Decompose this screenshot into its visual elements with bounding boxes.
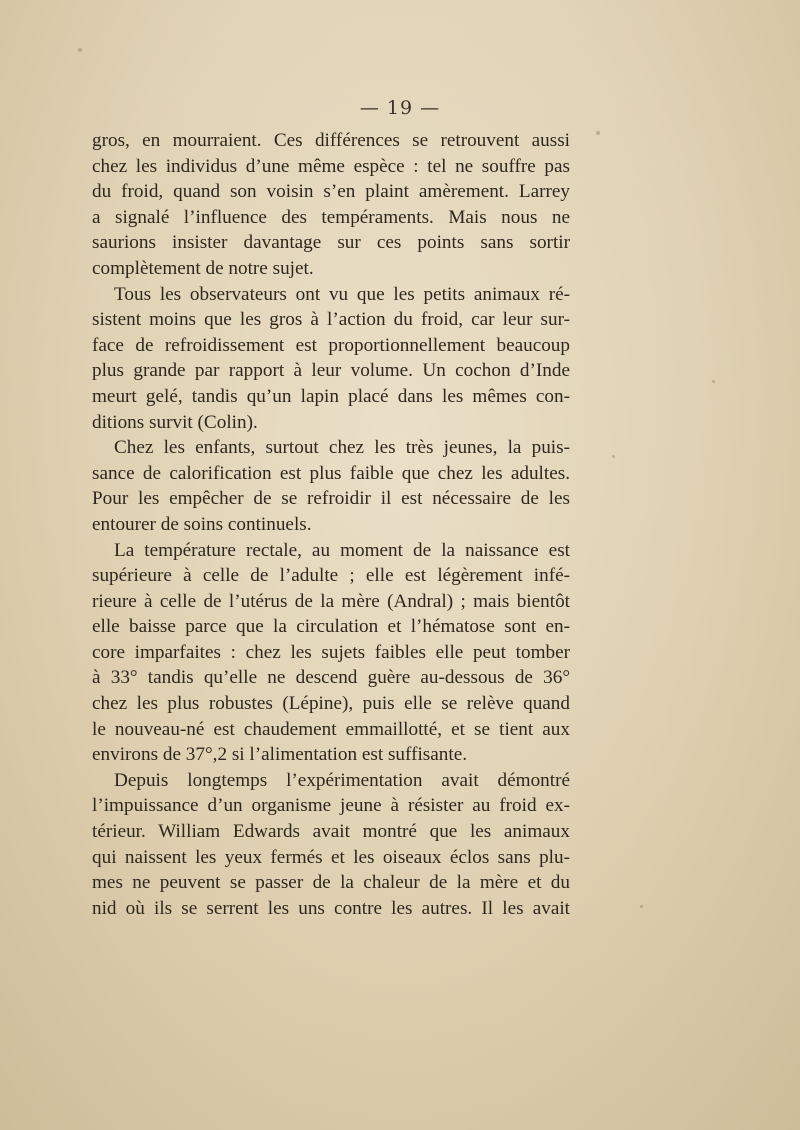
body-text [92,128,570,921]
text-line: le nouveau-né est chaudement emmaillotté, et se tient aux [92,718,570,740]
text-line: elle baisse parce que la circulation et l’hématose sont en- [92,616,570,638]
paper-speck [78,48,82,52]
page-number: — 19 — [359,97,441,119]
text-line: La température rectale, au moment de la naissance est [114,539,570,561]
text-line: Chez les enfants, surtout chez les très jeunes, la puis- [114,437,570,459]
text-line: térieur. William Edwards avait montré que les animaux [92,821,570,843]
paper-speck [712,380,715,383]
text-line: meurt gelé, tandis qu’un lapin placé dans les mêmes con- [92,385,570,407]
text-line: Depuis longtemps l’expérimentation avait démontré [114,769,570,791]
paper-speck [596,131,600,135]
text-line: ditions survit (Colin). [92,411,258,433]
text-line: rieure à celle de l’utérus de la mère (Andral) ; mais bientôt [92,590,570,612]
text-line: chez les individus d’une même espèce : tel ne souffre pas [92,155,570,177]
text-line: qui naissent les yeux fermés et les oiseaux éclos sans plu- [92,846,570,868]
text-line: l’impuissance d’un organisme jeune à résister au froid ex- [92,795,570,817]
text-line: a signalé l’influence des tempéraments. Mais nous ne [92,206,570,228]
text-line: à 33° tandis qu’elle ne descend guère au-dessous de 36° [92,667,570,689]
paper-speck [640,905,643,908]
text-line: chez les plus robustes (Lépine), puis elle se relève quand [92,693,570,715]
text-line: face de refroidissement est proportionnellement beaucoup [92,334,570,356]
text-line: supérieure à celle de l’adulte ; elle est légèrement infé- [92,565,570,587]
text-line: Pour les empêcher de se refroidir il est nécessaire de les [92,488,570,510]
text-line: Tous les observateurs ont vu que les petits animaux ré- [114,283,570,305]
text-line: entourer de soins continuels. [92,513,312,535]
text-line: core imparfaites : chez les sujets faibles elle peut tomber [92,641,570,663]
paragraph-4 [92,538,570,768]
paragraph-1 [92,128,570,282]
text-line: nid où ils se serrent les uns contre les autres. Il les avait [92,897,570,919]
text-line: plus grande par rapport à leur volume. Un cochon d’Inde [92,360,570,382]
text-line: gros, en mourraient. Ces différences se retrouvent aussi [92,130,570,151]
paragraph-3 [92,435,570,537]
paragraph-2 [92,282,570,436]
text-line: complètement de notre sujet. [92,257,314,279]
text-line: du froid, quand son voisin s’en plaint amèrement. Larrey [92,181,570,203]
text-line: sistent moins que les gros à l’action du froid, car leur sur- [92,309,570,331]
text-line: saurions insister davantage sur ces points sans sortir [92,232,570,254]
paragraph-5 [92,768,570,922]
text-line: mes ne peuvent se passer de la chaleur de la mère et du [92,872,570,894]
paper-speck [612,455,615,458]
text-line: sance de calorification est plus faible que chez les adultes. [92,462,570,484]
text-line: environs de 37°,2 si l’alimentation est suffisante. [92,744,468,766]
